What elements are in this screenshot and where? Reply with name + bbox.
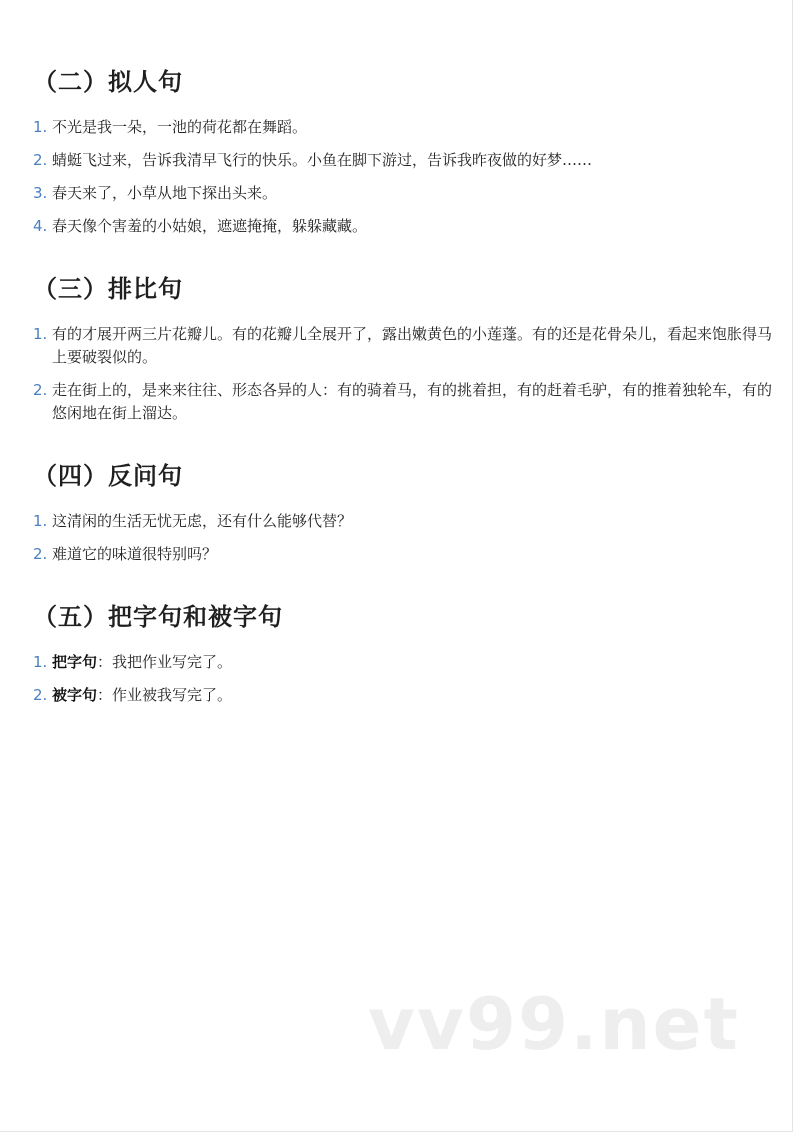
sentence-list [33, 323, 778, 425]
item-text: 蜻蜓飞过来，告诉我清早飞行的快乐。小鱼在脚下游过，告诉我昨夜做的好梦…… [52, 151, 593, 169]
item-number: 2. [33, 151, 48, 169]
item-term: 被字句 [52, 686, 98, 704]
list-item [33, 323, 778, 369]
list-item [33, 116, 778, 139]
sentence-list [33, 510, 778, 566]
section-personification [33, 62, 778, 238]
item-number: 2. [33, 686, 48, 704]
watermark: vv99.net [368, 982, 740, 1066]
list-item [33, 149, 778, 172]
item-number: 3. [33, 184, 48, 202]
item-number: 1. [33, 118, 48, 136]
item-number: 1. [33, 512, 48, 530]
section-title: （四）反问句 [33, 462, 183, 490]
item-text: ：我把作业写完了。 [97, 653, 233, 671]
item-text: 走在街上的，是来来往往、形态各异的人：有的骑着马，有的挑着担，有的赶着毛驴，有的推着独轮车，有的悠闲地在街上溜达。 [52, 381, 773, 422]
section-title: （三）排比句 [33, 275, 183, 303]
section-title: （五）把字句和被字句 [33, 603, 283, 631]
item-number: 1. [33, 325, 48, 343]
item-number: 2. [33, 545, 48, 563]
sentence-list [33, 651, 778, 707]
item-text: 春天像个害羞的小姑娘，遮遮掩掩，躲躲藏藏。 [52, 217, 368, 235]
item-number: 1. [33, 653, 48, 671]
item-text: ：作业被我写完了。 [97, 686, 233, 704]
item-number: 2. [33, 381, 48, 399]
item-text: 春天来了，小草从地下探出头来。 [52, 184, 278, 202]
list-item [33, 215, 778, 238]
list-item [33, 684, 778, 707]
list-item [33, 379, 778, 425]
item-text: 不光是我一朵，一池的荷花都在舞蹈。 [52, 118, 308, 136]
item-text: 有的才展开两三片花瓣儿。有的花瓣儿全展开了，露出嫩黄色的小莲蓬。有的还是花骨朵儿，看起来饱胀得马上要破裂似的。 [52, 325, 773, 366]
list-item [33, 651, 778, 674]
item-text: 难道它的味道很特别吗？ [52, 545, 218, 563]
document-content [33, 62, 778, 738]
sentence-list [33, 116, 778, 238]
section-ba-bei-sentences [33, 597, 778, 707]
list-item [33, 543, 778, 566]
list-item [33, 182, 778, 205]
section-title: （二）拟人句 [33, 68, 183, 96]
section-rhetorical-question [33, 456, 778, 566]
list-item [33, 510, 778, 533]
section-parallelism [33, 269, 778, 425]
item-term: 把字句 [52, 653, 98, 671]
item-number: 4. [33, 217, 48, 235]
item-text: 这清闲的生活无忧无虑，还有什么能够代替？ [52, 512, 353, 530]
